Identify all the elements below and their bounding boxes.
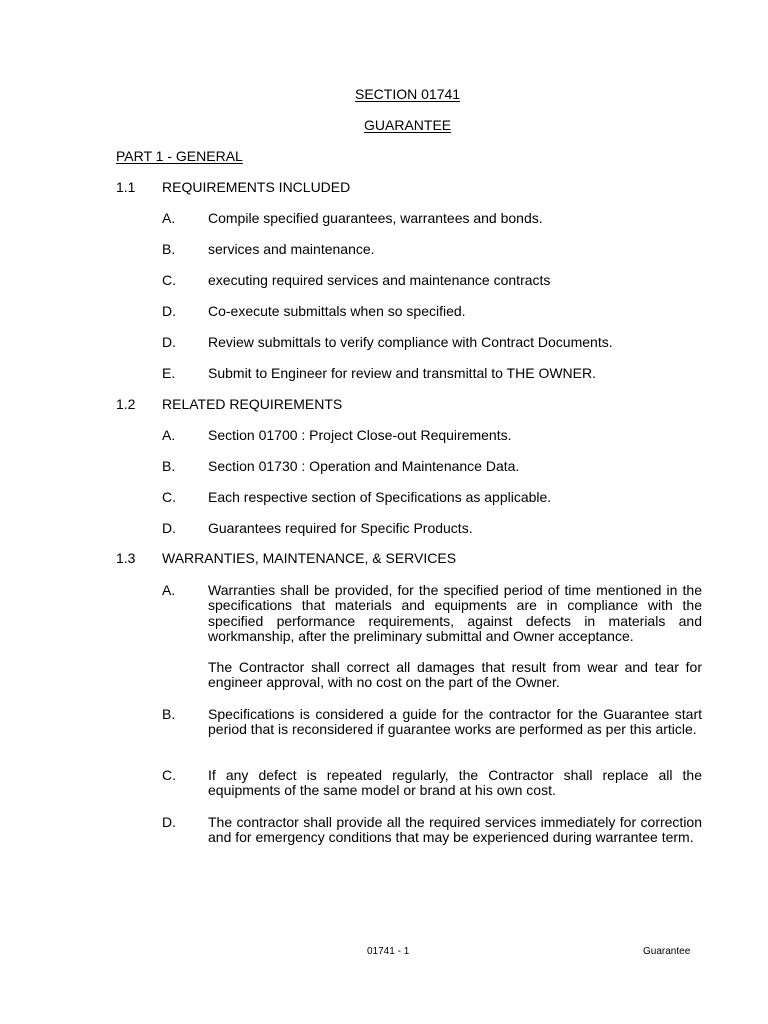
item-letter: B. xyxy=(162,458,176,474)
page-number: 01741 - 1 xyxy=(367,946,410,957)
item-letter: C. xyxy=(162,489,176,505)
item-letter: E. xyxy=(162,365,176,381)
item-letter: D. xyxy=(162,334,176,350)
part-heading: PART 1 - GENERAL xyxy=(116,148,243,164)
item-paragraph: Warranties shall be provided, for the specified period of time mentioned in the specifications that materials and equipments are in compliance with the specified performance requirements, against defects in materials and workmanship, after the preliminary submittal and Owner acceptance. xyxy=(208,582,702,645)
section-number: 1.3 xyxy=(116,550,136,566)
item-letter: A. xyxy=(162,427,176,443)
footer-label: Guarantee xyxy=(643,946,691,957)
document-title: GUARANTEE xyxy=(364,117,452,133)
item-letter: B. xyxy=(162,706,176,722)
item-letter: C. xyxy=(162,767,176,783)
item-letter: D. xyxy=(162,520,176,536)
section-number: 1.1 xyxy=(116,179,136,195)
item-paragraph: The contractor shall provide all the required services immediately for correction and for emergency conditions that may be experienced during warrantee term. xyxy=(208,814,702,846)
section-title: WARRANTIES, MAINTENANCE, & SERVICES xyxy=(162,550,457,566)
item-text: Section 01700 : Project Close-out Requirements. xyxy=(208,427,512,443)
item-letter: B. xyxy=(162,241,176,257)
item-text: Section 01730 : Operation and Maintenance Data. xyxy=(208,458,520,474)
item-letter: D. xyxy=(162,814,176,830)
item-letter: D. xyxy=(162,303,176,319)
item-letter: C. xyxy=(162,272,176,288)
item-text: Each respective section of Specifications as applicable. xyxy=(208,489,552,505)
item-paragraph: Specifications is considered a guide for the contractor for the Guarantee start period that is reconsidered if guarantee works are performed as per this article. xyxy=(208,706,702,738)
section-number: 1.2 xyxy=(116,396,136,412)
item-text: services and maintenance. xyxy=(208,241,375,257)
item-text: Guarantees required for Specific Products. xyxy=(208,520,473,536)
item-paragraph: If any defect is repeated regularly, the Contractor shall replace all the equipments of the same model or brand at his own cost. xyxy=(208,767,702,799)
item-text: Co-execute submittals when so specified. xyxy=(208,303,466,319)
item-text: Review submittals to verify compliance with Contract Documents. xyxy=(208,334,613,350)
item-paragraph: The Contractor shall correct all damages that result from wear and tear for engineer approval, with no cost on the part of the Owner. xyxy=(208,659,702,691)
item-text: Compile specified guarantees, warrantees and bonds. xyxy=(208,210,543,226)
item-text: Submit to Engineer for review and transmittal to THE OWNER. xyxy=(208,365,596,381)
item-letter: A. xyxy=(162,210,176,226)
section-title: RELATED REQUIREMENTS xyxy=(162,396,343,412)
item-text: executing required services and maintenance contracts xyxy=(208,272,551,288)
section-title: REQUIREMENTS INCLUDED xyxy=(162,179,351,195)
section-heading: SECTION 01741 xyxy=(355,86,461,102)
item-letter: A. xyxy=(162,582,176,598)
